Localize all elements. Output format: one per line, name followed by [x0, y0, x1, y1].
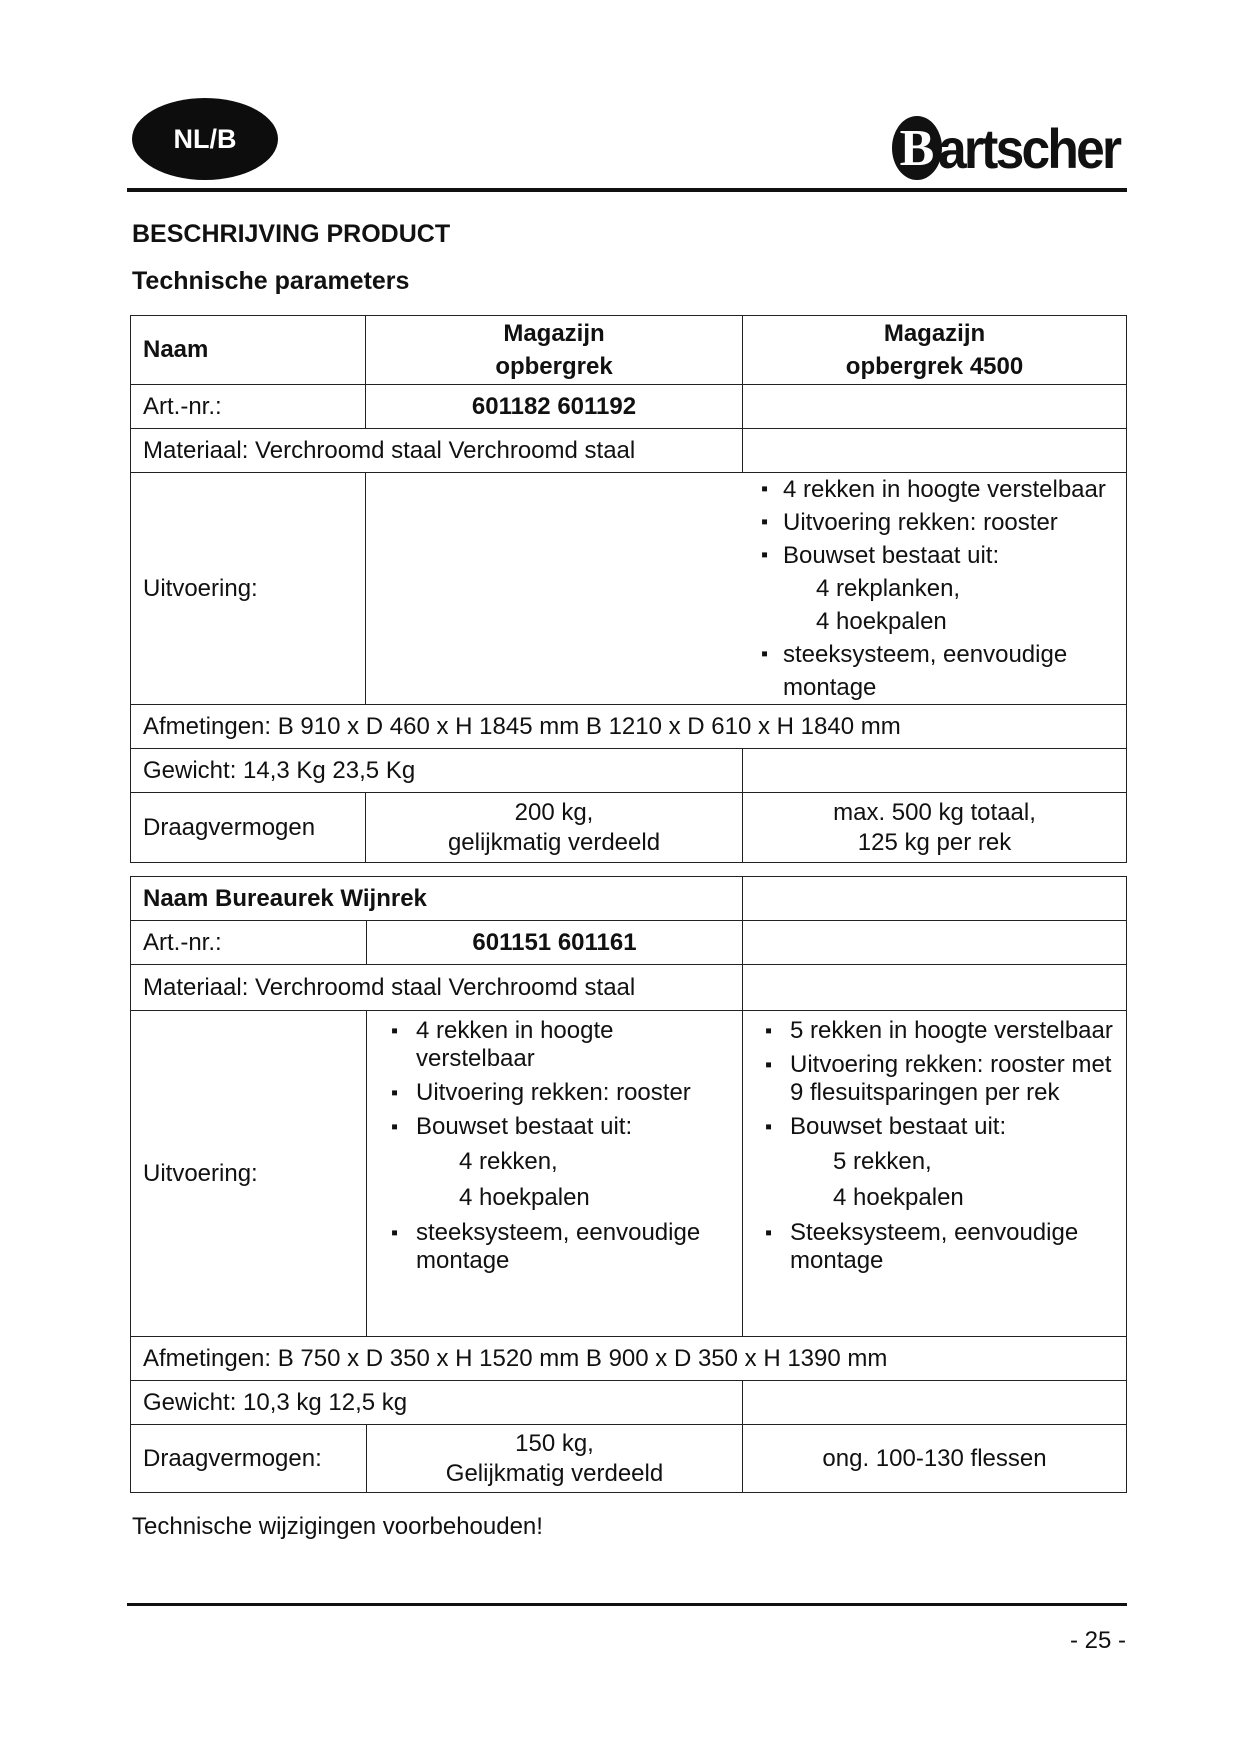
empty-cell — [743, 749, 1127, 793]
list-item: ▪ Uitvoering rekken: rooster — [381, 1079, 730, 1107]
afmetingen-row: Afmetingen: B 750 x D 350 x H 1520 mm B 900 x D 350 x H 1390 mm — [131, 1337, 1127, 1381]
table-row — [131, 749, 1127, 793]
table-row — [131, 793, 1127, 863]
uitvoering-list-wijnrek — [743, 1011, 1127, 1337]
language-badge — [132, 98, 278, 180]
draag-label: Draagvermogen: — [131, 1425, 367, 1493]
spec-table-2 — [130, 876, 1127, 1493]
naam-label: Naam — [131, 316, 366, 385]
list-item: ▪ Uitvoering rekken: rooster — [761, 506, 1114, 539]
footer-rule — [127, 1603, 1127, 1606]
table-row — [131, 1337, 1127, 1381]
gewicht-row: Gewicht: 14,3 Kg 23,5 Kg — [131, 749, 743, 793]
list-item: ▪ Steeksysteem, eenvoudige montage — [755, 1219, 1114, 1275]
draag-label: Draagvermogen — [131, 793, 366, 863]
footer-note: Technische wijzigingen voorbehouden! — [132, 1513, 543, 1540]
bartscher-logo — [892, 110, 1135, 186]
list-item: 4 hoekpalen — [816, 608, 947, 635]
list-item: ▪ 4 rekken in hoogte verstelbaar — [761, 473, 1114, 506]
table-row — [131, 316, 1127, 385]
materiaal-row: Materiaal: Verchroomd staal Verchroomd staal — [131, 429, 743, 473]
table-row — [131, 1425, 1127, 1493]
art-numbers: 601182 601192 — [366, 385, 743, 429]
logo-initial: B — [892, 116, 942, 180]
gewicht-row: Gewicht: 10,3 kg 12,5 kg — [131, 1381, 743, 1425]
table-row — [131, 385, 1127, 429]
draag-value: ong. 100-130 flessen — [743, 1425, 1127, 1493]
table-row — [131, 429, 1127, 473]
product-title: Magazijn opbergrek 4500 — [743, 316, 1127, 385]
table-row — [131, 965, 1127, 1011]
list-item: ▪ steeksysteem, eenvoudige montage — [761, 638, 1114, 704]
product-title: Magazijn opbergrek — [366, 316, 743, 385]
list-item: ▪ steeksysteem, eenvoudige montage — [381, 1219, 730, 1275]
draag-value: 200 kg, gelijkmatig verdeeld — [366, 793, 743, 863]
list-item: 4 hoekpalen — [833, 1184, 964, 1211]
table-row — [131, 1011, 1127, 1337]
list-item: 5 rekken, — [833, 1148, 932, 1175]
table-row — [131, 1381, 1127, 1425]
empty-cell — [743, 429, 1127, 473]
empty-cell — [743, 877, 1127, 921]
list-item: 4 hoekpalen — [459, 1184, 590, 1211]
list-item: 4 rekplanken, — [816, 575, 961, 602]
empty-cell — [743, 965, 1127, 1011]
table-row — [131, 473, 1127, 705]
section-title: BESCHRIJVING PRODUCT — [132, 220, 451, 248]
page-number: - 25 - — [1069, 1627, 1126, 1654]
uitvoering-list-bureaurek — [367, 1011, 743, 1337]
list-item: ▪ Uitvoering rekken: rooster met 9 flesuitsparingen per rek — [755, 1051, 1114, 1107]
art-label: Art.-nr.: — [131, 921, 367, 965]
spec-table-1 — [130, 315, 1127, 863]
list-item: ▪ Bouwset bestaat uit: — [761, 539, 1114, 572]
logo-text: artscher — [938, 116, 1120, 180]
list-item: ▪ 4 rekken in hoogte verstelbaar — [381, 1017, 730, 1073]
table-row — [131, 877, 1127, 921]
naam-row: Naam Bureaurek Wijnrek — [131, 877, 743, 921]
language-badge-label: NL/B — [173, 123, 237, 154]
uitvoering-label: Uitvoering: — [131, 1011, 367, 1337]
empty-cell — [743, 1381, 1127, 1425]
subtitle: Technische parameters — [132, 267, 410, 295]
table-row — [131, 705, 1127, 749]
draag-value: 150 kg, Gelijkmatig verdeeld — [367, 1425, 743, 1493]
uitvoering-list — [366, 473, 1127, 705]
art-label: Art.-nr.: — [131, 385, 366, 429]
uitvoering-label: Uitvoering: — [131, 473, 366, 705]
draag-value: max. 500 kg totaal, 125 kg per rek — [743, 793, 1127, 863]
list-item: ▪ Bouwset bestaat uit: — [381, 1113, 730, 1141]
art-numbers: 601151 601161 — [367, 921, 743, 965]
table-row — [131, 921, 1127, 965]
list-item: ▪ 5 rekken in hoogte verstelbaar — [755, 1017, 1114, 1045]
materiaal-row: Materiaal: Verchroomd staal Verchroomd staal — [131, 965, 743, 1011]
empty-cell — [743, 385, 1127, 429]
list-item: 4 rekken, — [459, 1148, 558, 1175]
afmetingen-row: Afmetingen: B 910 x D 460 x H 1845 mm B 1210 x D 610 x H 1840 mm — [131, 705, 1127, 749]
header-rule — [127, 188, 1127, 192]
list-item: ▪ Bouwset bestaat uit: — [755, 1113, 1114, 1141]
empty-cell — [743, 921, 1127, 965]
